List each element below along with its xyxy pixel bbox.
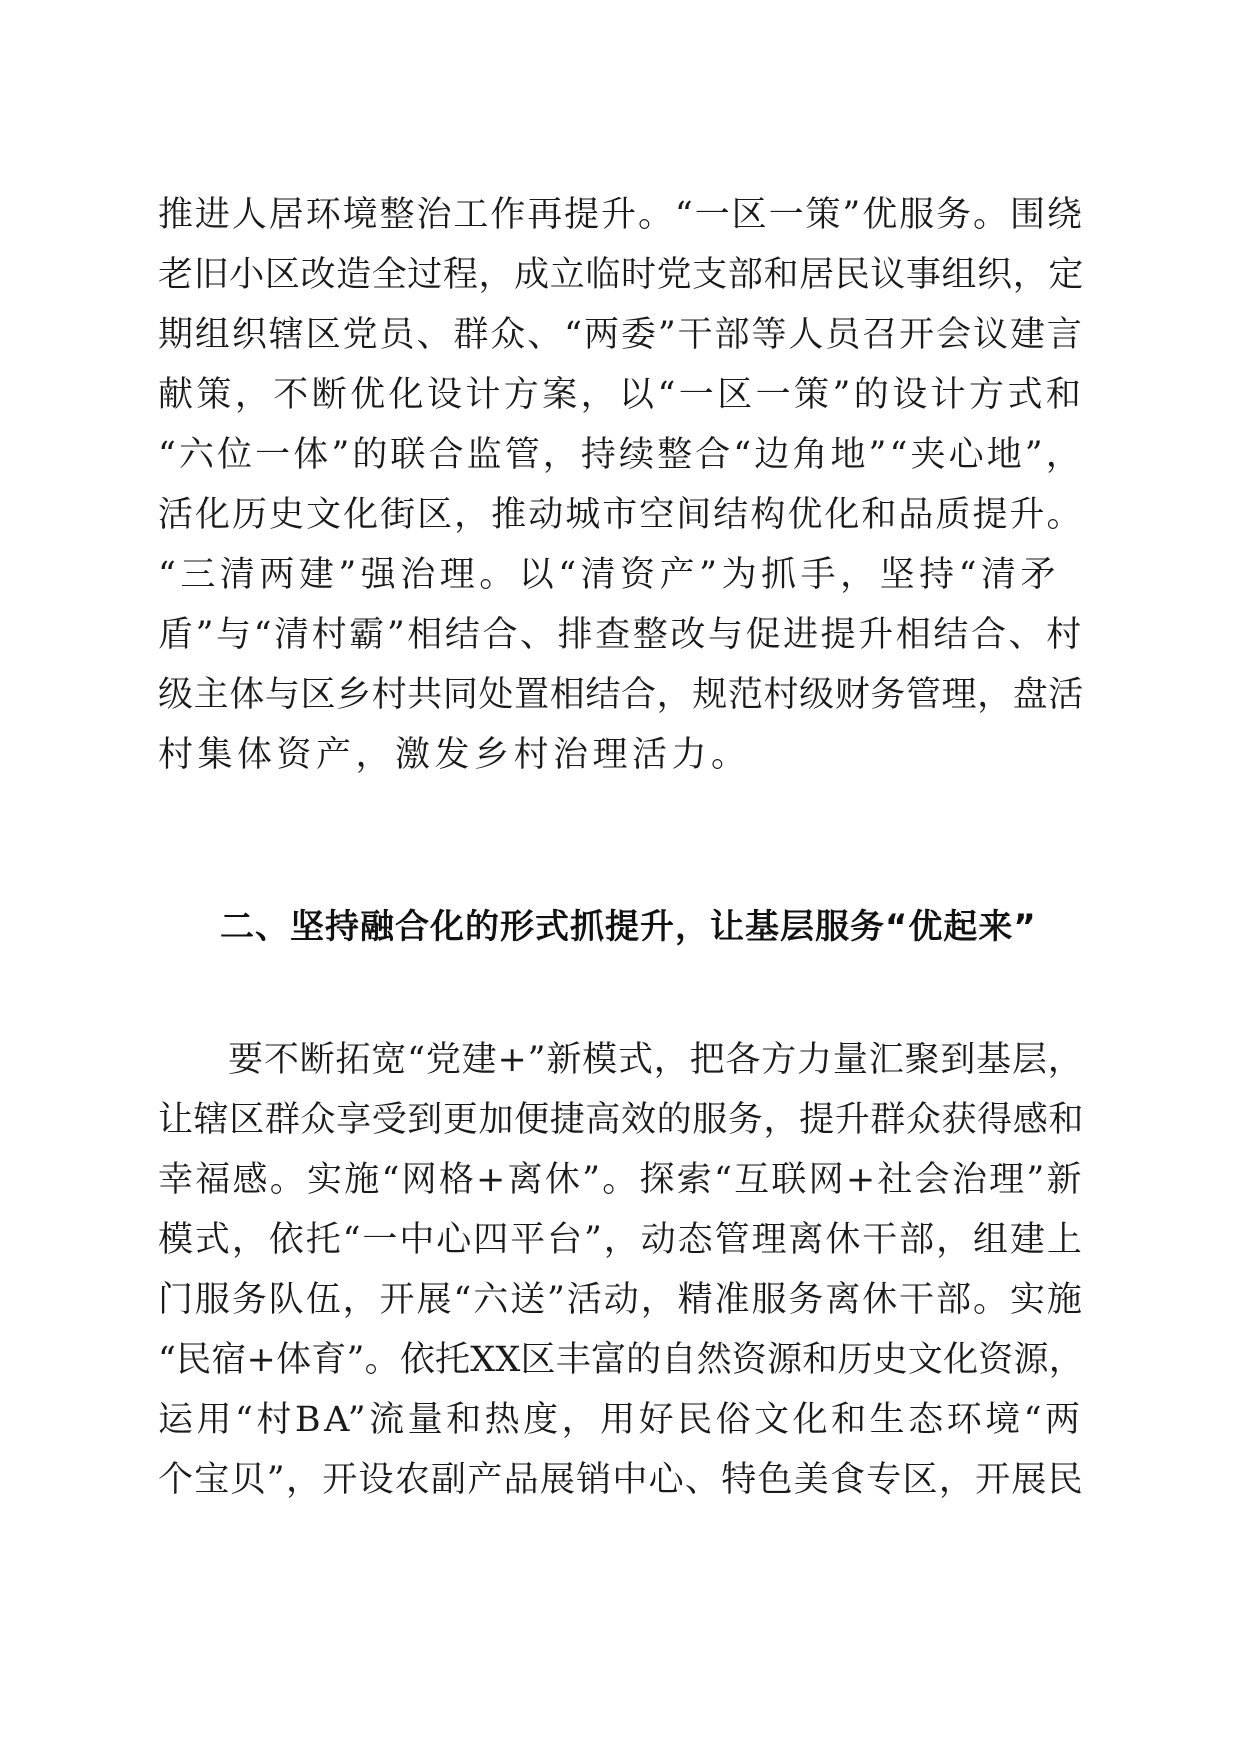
paragraph-line: 村集体资产，激发乡村治理活力。	[158, 735, 751, 775]
paragraph-line: 让辖区群众享受到更加便捷高效的服务，提升群众获得感和	[158, 1100, 1085, 1140]
paragraph-line: 要不断拓宽“党建+”新模式，把各方力量汇聚到基层，	[228, 1040, 1084, 1080]
paragraph-line: 幸福感。实施“网格+离休”。探索“互联网+社会治理”新	[158, 1160, 1084, 1200]
paragraph-line: 盾”与“清村霸”相结合、排查整改与促进提升相结合、村	[158, 615, 1084, 655]
paragraph-line: 活化历史文化街区，推动城市空间结构优化和品质提升。	[158, 495, 1084, 535]
paragraph-line: 级主体与区乡村共同处置相结合，规范村级财务管理，盘活	[158, 675, 1085, 715]
paragraph-line: “民宿+体育”。依托XX区丰富的自然资源和历史文化资源，	[158, 1340, 1084, 1380]
paragraph-line: 期组织辖区党员、群众、“两委”干部等人员召开会议建言	[158, 315, 1084, 355]
paragraph-line: 模式，依托“一中心四平台”，动态管理离休干部，组建上	[158, 1220, 1084, 1260]
paragraph-line: 推进人居环境整治工作再提升。“一区一策”优服务。围绕	[158, 195, 1084, 235]
paragraph-line: “三清两建”强治理。以“清资产”为抓手，坚持“清矛	[158, 555, 1060, 595]
paragraph-line: “六位一体”的联合监管，持续整合“边角地”“夹心地”，	[158, 435, 1084, 475]
paragraph-line: 个宝贝”，开设农副产品展销中心、特色美食专区，开展民	[158, 1460, 1084, 1500]
paragraph-1	[158, 185, 1084, 785]
paragraph-line: 运用“村BA”流量和热度，用好民俗文化和生态环境“两	[158, 1400, 1084, 1440]
paragraph-line: 献策，不断优化设计方案，以“一区一策”的设计方式和	[158, 375, 1085, 415]
section-heading: 二、坚持融合化的形式抓提升，让基层服务“优起来”	[220, 907, 1037, 947]
paragraph-line: 老旧小区改造全过程，成立临时党支部和居民议事组织，定	[158, 255, 1085, 295]
paragraph-2	[158, 1030, 1084, 1510]
paragraph-line: 门服务队伍，开展“六送”活动，精准服务离休干部。实施	[158, 1280, 1084, 1320]
